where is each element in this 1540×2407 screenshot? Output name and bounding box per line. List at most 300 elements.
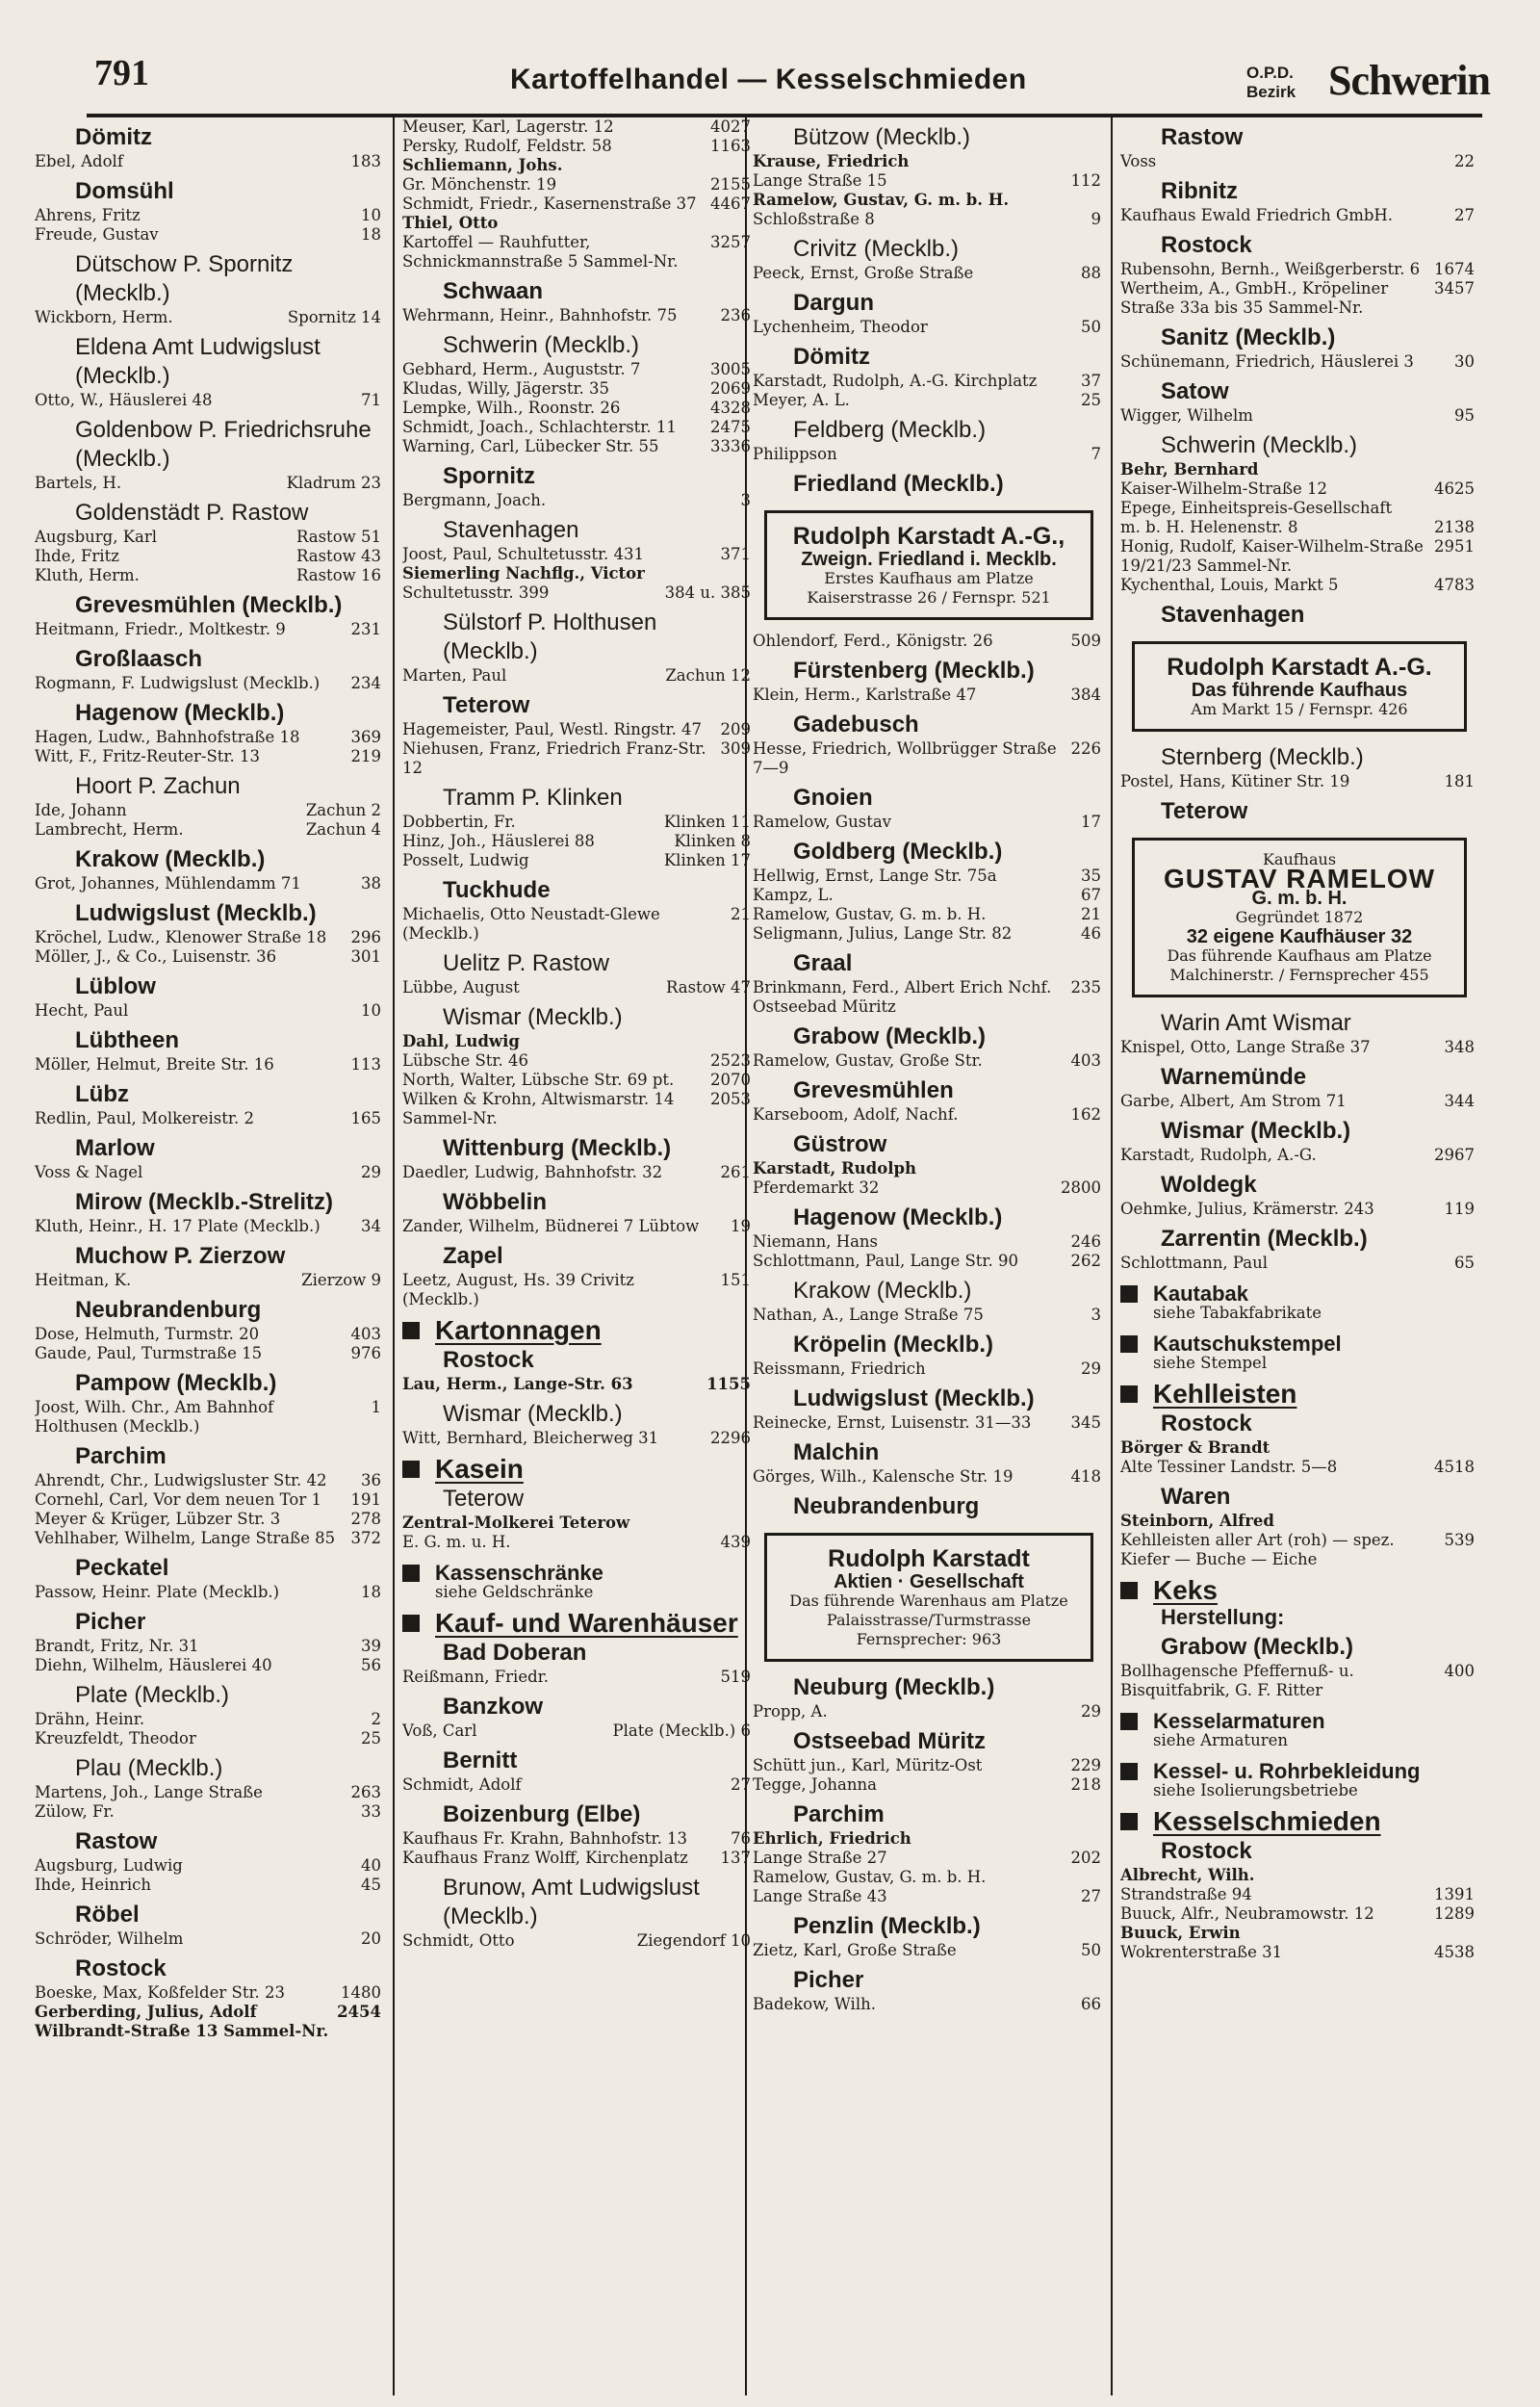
entry-number: 35 — [1081, 867, 1101, 885]
entry-number: Zierzow 9 — [301, 1271, 381, 1289]
directory-entry — [402, 1071, 751, 1090]
entry-name: Buuck, Alfr., Neubramowstr. 12 — [1120, 1904, 1374, 1923]
entry-name: Schünemann, Friedrich, Häuslerei 3 — [1120, 352, 1414, 371]
entry-number: Klinken 11 — [663, 813, 751, 831]
entry-number: 296 — [350, 928, 381, 946]
entry-number: Kladrum 23 — [286, 474, 381, 492]
entry-number: 2155 — [710, 175, 751, 194]
entry-name: Persky, Rudolf, Feldstr. 58 — [402, 137, 612, 155]
town-heading: Gnoien — [793, 785, 873, 811]
town-heading: Stavenhagen — [443, 517, 579, 543]
entry-number: 3 — [740, 491, 751, 509]
entry-name: Schliemann, Johs. — [402, 156, 563, 174]
entry-number: Rastow 47 — [665, 978, 751, 996]
entry-name: Kluth, Heinr., H. 17 Plate (Mecklb.) — [35, 1217, 321, 1235]
opd-label — [1246, 64, 1296, 102]
entry-number: 22 — [1454, 152, 1475, 170]
entry-name: Thiel, Otto — [402, 214, 499, 232]
directory-entry — [753, 1775, 1101, 1795]
directory-entry — [1120, 1038, 1475, 1057]
directory-entry — [402, 437, 751, 456]
entry-name: Schlottmann, Paul — [1120, 1254, 1268, 1272]
entry-number: 403 — [1070, 1051, 1101, 1070]
entry-number: 151 — [720, 1271, 751, 1289]
entry-name: Gerberding, Julius, Adolf Wilbrandt-Straße 13 Sammel-Nr. — [35, 2003, 329, 2040]
entry-name: Posselt, Ludwig — [402, 851, 529, 869]
directory-entry — [1120, 1662, 1475, 1700]
directory-entry — [35, 1271, 381, 1290]
town-heading: Güstrow — [793, 1131, 887, 1157]
entry-name: Niemann, Hans — [753, 1232, 879, 1251]
square-bullet-icon — [1120, 1763, 1138, 1780]
directory-entry — [753, 1995, 1101, 2014]
directory-entry — [1120, 1885, 1475, 1904]
entry-name: E. G. m. u. H. — [402, 1533, 511, 1551]
town-heading: Neubrandenburg — [75, 1297, 262, 1323]
town-heading: Muchow P. Zierzow — [75, 1243, 286, 1269]
ad-slogan: Das führende Warenhaus am Platze — [789, 1592, 1068, 1610]
directory-entry — [1120, 1943, 1475, 1962]
town-heading: Ludwigslust (Mecklb.) — [75, 900, 317, 926]
entry-number: 2967 — [1434, 1146, 1475, 1164]
entry-name: Reißmann, Friedr. — [402, 1668, 549, 1686]
directory-entry — [35, 1802, 381, 1822]
directory-entry — [753, 372, 1101, 391]
entry-name: Philippson — [753, 445, 837, 463]
entry-name: Honig, Rudolf, Kaiser-Wilhelm-Straße 19/21/23 Sammel-Nr. — [1120, 537, 1424, 575]
directory-entry — [753, 1306, 1101, 1325]
category-title: Kassenschränke — [435, 1561, 603, 1585]
town-heading: Teterow — [443, 692, 530, 718]
town-heading: Grabow (Mecklb.) — [1161, 1634, 1354, 1660]
town-heading: Goldenbow P. Friedrichsruhe (Mecklb.) — [75, 417, 372, 472]
directory-entry — [35, 928, 381, 947]
entry-number: 246 — [1070, 1232, 1101, 1251]
town-heading: Eldena Amt Ludwigslust (Mecklb.) — [75, 334, 321, 389]
entry-number: 3005 — [710, 360, 751, 378]
category-title: Kasein — [435, 1454, 524, 1484]
entry-number: 345 — [1070, 1413, 1101, 1432]
directory-entry — [1120, 576, 1475, 595]
entry-number: 29 — [361, 1163, 381, 1181]
directory-entry — [753, 1051, 1101, 1071]
category-heading — [1120, 1379, 1475, 1409]
entry-name: Lambrecht, Herm. — [35, 820, 184, 839]
entry-name: Gebhard, Herm., Auguststr. 7 — [402, 360, 641, 378]
entry-name: Steinborn, Alfred — [1120, 1512, 1274, 1530]
directory-entry — [753, 739, 1101, 778]
entry-name: Karseboom, Adolf, Nachf. — [753, 1105, 959, 1124]
directory-entry — [402, 137, 751, 156]
category-heading — [402, 1608, 751, 1638]
entry-number: 50 — [1081, 1941, 1101, 1959]
entry-name: Schultetusstr. 399 — [402, 583, 550, 602]
town-heading: Parchim — [75, 1443, 167, 1469]
entry-name: Kröchel, Ludw., Klenower Straße 18 — [35, 928, 327, 946]
see-reference: siehe Isolierungsbetriebe — [1153, 1781, 1358, 1799]
entry-name: Seligmann, Julius, Lange Str. 82 — [753, 924, 1013, 943]
entry-name: Boeske, Max, Koßfelder Str. 23 — [35, 1983, 286, 2002]
entry-name: Wehrmann, Heinr., Bahnhofstr. 75 — [402, 306, 678, 324]
directory-entry — [753, 391, 1101, 410]
directory-entry — [753, 905, 1101, 924]
directory-entry — [35, 1710, 381, 1729]
entry-number: 439 — [720, 1533, 751, 1551]
town-heading: Wismar (Mecklb.) — [1161, 1118, 1351, 1144]
town-heading: Warnemünde — [1161, 1064, 1307, 1090]
entry-number: 21 — [731, 905, 751, 923]
entry-name: Brinkmann, Ferd., Albert Erich Nchf. Ostseebad Müritz — [753, 978, 1052, 1016]
directory-entry — [1120, 406, 1475, 426]
category-title: Kartonnagen — [435, 1315, 602, 1345]
entry-number: Plate (Mecklb.) 6 — [612, 1721, 751, 1740]
town-heading: Rostock — [443, 1347, 534, 1373]
entry-number: 344 — [1444, 1092, 1475, 1110]
entry-name: Alte Tessiner Landstr. 5—8 — [1120, 1458, 1338, 1476]
entry-name: Kaufhaus Ewald Friedrich GmbH. — [1120, 206, 1394, 224]
square-bullet-icon — [1120, 1713, 1138, 1730]
entry-number: 95 — [1454, 406, 1475, 425]
entry-number: 4027 — [710, 117, 751, 136]
entry-name: m. b. H. Helenenstr. 8 — [1120, 518, 1298, 536]
entry-number: 371 — [720, 545, 751, 563]
entry-number: 19 — [731, 1217, 751, 1235]
sub-heading: Herstellung: — [1161, 1605, 1285, 1629]
entry-number: 263 — [350, 1783, 381, 1801]
entry-name: Voss — [1120, 152, 1157, 170]
entry-name: Lange Straße 15 — [753, 171, 887, 190]
entry-number: 4518 — [1434, 1458, 1475, 1476]
directory-entry — [35, 225, 381, 245]
town-heading: Schwerin (Mecklb.) — [443, 332, 640, 358]
entry-number: 33 — [361, 1802, 381, 1821]
directory-entry — [753, 171, 1101, 191]
directory-entry — [1120, 152, 1475, 171]
category-title: Kesselschmieden — [1153, 1806, 1381, 1836]
entry-number: 278 — [350, 1510, 381, 1528]
town-heading: Malchin — [793, 1439, 880, 1465]
entry-name: Ohlendorf, Ferd., Königstr. 26 — [753, 632, 993, 650]
entry-number: 369 — [350, 728, 381, 746]
entry-number: 37 — [1081, 372, 1101, 390]
directory-entry — [402, 360, 751, 379]
entry-number: 1163 — [710, 137, 751, 155]
entry-name: Kampz, L. — [753, 886, 834, 904]
square-bullet-icon — [1120, 1813, 1138, 1830]
directory-entry — [402, 399, 751, 418]
entry-number: 119 — [1444, 1200, 1475, 1218]
entry-number: 65 — [1454, 1254, 1475, 1272]
directory-entry — [402, 1514, 751, 1533]
entry-number: 418 — [1070, 1467, 1101, 1486]
town-heading: Bad Doberan — [443, 1640, 587, 1666]
entry-name: Heitmann, Friedr., Moltkestr. 9 — [35, 620, 286, 638]
entry-name: North, Walter, Lübsche Str. 69 pt. — [402, 1071, 675, 1089]
entry-name: Karstadt, Rudolph, A.-G. — [1120, 1146, 1317, 1164]
directory-entry — [753, 924, 1101, 944]
advertisement-box — [1132, 838, 1467, 997]
entry-name: Bollhagensche Pfeffernuß- u. Bisquitfabrik, G. F. Ritter — [1120, 1662, 1354, 1699]
entry-name: Börger & Brandt — [1120, 1438, 1270, 1457]
entry-name: Lychenheim, Theodor — [753, 318, 928, 336]
directory-entry — [402, 666, 751, 686]
ad-address: Palaisstrasse/Turmstrasse — [826, 1611, 1032, 1629]
entry-name: Hagemeister, Paul, Westl. Ringstr. 47 — [402, 720, 703, 738]
entry-name: Freude, Gustav — [35, 225, 159, 244]
entry-name: Drähn, Heinr. — [35, 1710, 145, 1728]
town-heading: Ostseebad Müritz — [793, 1728, 987, 1754]
ad-stores: 32 eigene Kaufhäuser 32 — [1186, 926, 1413, 947]
town-heading: Plau (Mecklb.) — [75, 1755, 223, 1781]
directory-entry — [753, 632, 1101, 651]
town-heading: Bernitt — [443, 1747, 518, 1773]
entry-number: 9 — [1091, 210, 1101, 228]
entry-number: 235 — [1070, 978, 1101, 996]
town-heading: Spornitz — [443, 463, 535, 489]
entry-name: Klein, Herm., Karlstraße 47 — [753, 686, 977, 704]
entry-number: 137 — [720, 1849, 751, 1867]
directory-entry — [35, 1529, 381, 1548]
entry-name: Karstadt, Rudolph, A.-G. Kirchplatz — [753, 372, 1038, 390]
directory-entry — [753, 1941, 1101, 1960]
town-heading: Hoort P. Zachun — [75, 773, 241, 799]
entry-name: Schröder, Wilhelm — [35, 1929, 184, 1948]
entry-name: Kehlleisten aller Art (roh) — spez. Kiefer — Buche — Eiche — [1120, 1531, 1395, 1568]
directory-entry — [753, 1359, 1101, 1379]
town-heading: Parchim — [793, 1801, 885, 1827]
category-title: Kehlleisten — [1153, 1379, 1297, 1409]
directory-entry — [35, 1983, 381, 2003]
town-heading: Schwerin (Mecklb.) — [1161, 432, 1358, 458]
entry-name: Rogmann, F. Ludwigslust (Mecklb.) — [35, 674, 321, 692]
ad-address: Malchinerstr. / Fernsprecher 455 — [1169, 966, 1429, 984]
entry-number: 309 — [720, 739, 751, 758]
column-2 — [402, 117, 751, 2399]
directory-entry — [402, 1775, 751, 1795]
entry-number: 17 — [1081, 813, 1101, 831]
town-heading: Zarrentin (Mecklb.) — [1161, 1226, 1368, 1252]
square-bullet-icon — [402, 1461, 420, 1478]
directory-entry — [35, 947, 381, 967]
town-heading: Rostock — [1161, 1411, 1252, 1436]
entry-name: Martens, Joh., Lange Straße — [35, 1783, 263, 1801]
entry-name: Hagen, Ludw., Bahnhofstraße 18 — [35, 728, 300, 746]
town-heading: Picher — [75, 1609, 146, 1635]
directory-entry — [753, 1232, 1101, 1252]
ad-subtitle: Zweign. Friedland i. Mecklb. — [801, 549, 1057, 570]
entry-number: 1674 — [1434, 260, 1475, 278]
entry-number: Klinken 8 — [674, 832, 751, 850]
entry-name: Ide, Johann — [35, 801, 127, 819]
directory-entry — [35, 528, 381, 547]
directory-entry — [1120, 1924, 1475, 1943]
entry-name: Knispel, Otto, Lange Straße 37 — [1120, 1038, 1371, 1056]
directory-entry — [1120, 479, 1475, 499]
town-heading: Penzlin (Mecklb.) — [793, 1913, 981, 1939]
entry-name: Badekow, Wilh. — [753, 1995, 876, 2013]
advertisement-box — [764, 510, 1093, 620]
entry-name: Ahrens, Fritz — [35, 206, 141, 224]
directory-entry — [1120, 1866, 1475, 1885]
entry-name: Hinz, Joh., Häuslerei 88 — [402, 832, 595, 850]
entry-number: 2951 — [1434, 537, 1475, 556]
entry-name: Voß, Carl — [402, 1721, 477, 1740]
entry-number: 18 — [361, 1583, 381, 1601]
directory-entry — [753, 867, 1101, 886]
directory-entry — [35, 1783, 381, 1802]
directory-entry — [35, 874, 381, 893]
ad-founded: Gegründet 1872 — [1235, 908, 1364, 926]
entry-name: Heitman, K. — [35, 1271, 132, 1289]
entry-name: Kychenthal, Louis, Markt 5 — [1120, 576, 1339, 594]
page-header — [87, 44, 1490, 112]
entry-number: 7 — [1091, 445, 1101, 463]
entry-name: Meyer, A. L. — [753, 391, 850, 409]
directory-entry — [402, 978, 751, 997]
entry-name: Leetz, August, Hs. 39 Crivitz (Mecklb.) — [402, 1271, 634, 1308]
entry-number: 348 — [1444, 1038, 1475, 1056]
entry-name: Meuser, Karl, Lagerstr. 12 — [402, 117, 614, 136]
entry-name: Peeck, Ernst, Große Straße — [753, 264, 974, 282]
entry-number: 1 — [371, 1398, 381, 1416]
directory-entry — [402, 851, 751, 870]
town-heading: Grevesmühlen — [793, 1077, 954, 1103]
entry-name: Diehn, Wilhelm, Häuslerei 40 — [35, 1656, 272, 1674]
entry-number: 40 — [361, 1856, 381, 1875]
town-heading: Dömitz — [793, 344, 870, 370]
see-reference: siehe Geldschränke — [435, 1583, 594, 1601]
entry-name: Karstadt, Rudolph — [753, 1159, 917, 1178]
directory-entry — [35, 1325, 381, 1344]
town-heading: Marlow — [75, 1135, 155, 1161]
entry-name: Ihde, Fritz — [35, 547, 119, 565]
entry-name: Ramelow, Gustav, G. m. b. H. — [753, 905, 987, 923]
town-heading: Woldegk — [1161, 1172, 1257, 1198]
town-heading: Rastow — [1161, 124, 1244, 150]
square-bullet-icon — [1120, 1582, 1138, 1599]
entry-number: 2454 — [337, 2003, 381, 2021]
entry-name: Ramelow, Gustav, G. m. b. H. — [753, 1868, 987, 1886]
category-title: Kautabak — [1153, 1281, 1249, 1306]
directory-entry — [35, 1637, 381, 1656]
entry-number: 539 — [1444, 1531, 1475, 1549]
entry-number: 27 — [1081, 1887, 1101, 1905]
entry-name: Wokrenterstraße 31 — [1120, 1943, 1283, 1961]
entry-name: Ahrendt, Chr., Ludwigsluster Str. 42 — [35, 1471, 327, 1489]
town-heading: Friedland (Mecklb.) — [793, 471, 1004, 497]
directory-entry — [753, 1178, 1101, 1198]
directory-entry — [402, 1090, 751, 1128]
category-heading — [1120, 1709, 1475, 1733]
entry-number: 226 — [1070, 739, 1101, 758]
entry-number: 2 — [371, 1710, 381, 1728]
directory-entry — [35, 206, 381, 225]
entry-name: Kreuzfeldt, Theodor — [35, 1729, 196, 1747]
column-divider — [1111, 114, 1113, 2395]
directory-entry — [402, 117, 751, 137]
town-heading: Hagenow (Mecklb.) — [75, 700, 285, 726]
directory-entry — [1120, 279, 1475, 318]
square-bullet-icon — [402, 1565, 420, 1582]
town-heading: Uelitz P. Rastow — [443, 950, 609, 976]
square-bullet-icon — [402, 1322, 420, 1339]
directory-entry — [402, 1931, 751, 1951]
directory-entry — [402, 1375, 751, 1394]
entry-name: Cornehl, Carl, Vor dem neuen Tor 1 — [35, 1490, 321, 1509]
square-bullet-icon — [1120, 1335, 1138, 1353]
town-heading: Sülstorf P. Holthusen (Mecklb.) — [443, 609, 657, 664]
ad-company: GUSTAV RAMELOW — [1163, 864, 1436, 893]
entry-name: Michaelis, Otto Neustadt-Glewe (Mecklb.) — [402, 905, 660, 943]
entry-name: Pferdemarkt 32 — [753, 1178, 880, 1197]
town-heading: Mirow (Mecklb.-Strelitz) — [75, 1189, 334, 1215]
town-heading: Ludwigslust (Mecklb.) — [793, 1385, 1035, 1411]
entry-number: 3257 — [710, 233, 751, 251]
directory-entry — [1120, 260, 1475, 279]
ad-company: Rudolph Karstadt A.-G., — [792, 523, 1065, 550]
entry-number: 4328 — [710, 399, 751, 417]
entry-name: Augsburg, Ludwig — [35, 1856, 183, 1875]
entry-number: 2296 — [710, 1429, 751, 1447]
directory-entry — [402, 1849, 751, 1868]
column-3 — [753, 117, 1101, 2399]
entry-name: Ramelow, Gustav, Große Str. — [753, 1051, 983, 1070]
directory-entry — [753, 264, 1101, 283]
entry-name: Epege, Einheitspreis-Gesellschaft — [1120, 499, 1393, 517]
category-heading — [402, 1454, 751, 1484]
directory-entry — [402, 1668, 751, 1687]
entry-name: Voss & Nagel — [35, 1163, 143, 1181]
entry-number: 976 — [350, 1344, 381, 1362]
directory-entry — [35, 1510, 381, 1529]
entry-name: Hellwig, Ernst, Lange Str. 75a — [753, 867, 997, 885]
town-heading: Kröpelin (Mecklb.) — [793, 1332, 994, 1358]
town-heading: Fürstenberg (Mecklb.) — [793, 658, 1035, 684]
directory-entry — [402, 418, 751, 437]
directory-entry — [35, 1583, 381, 1602]
entry-name: Lübbe, August — [402, 978, 520, 996]
entry-name: Kartoffel — Rauhfutter, Schnickmannstraße 5 Sammel-Nr. — [402, 233, 679, 271]
directory-entry — [402, 1217, 751, 1236]
advertisement-box — [1132, 641, 1467, 732]
directory-entry — [402, 1051, 751, 1071]
square-bullet-icon — [1120, 1385, 1138, 1403]
directory-entry — [402, 1429, 751, 1448]
entry-name: Schmidt, Friedr., Kasernenstraße 37 — [402, 194, 697, 213]
entry-number: 3457 — [1434, 279, 1475, 298]
directory-entry — [402, 720, 751, 739]
entry-name: Dobbertin, Fr. — [402, 813, 516, 831]
ad-phone: Fernsprecher: 963 — [856, 1630, 1002, 1648]
entry-name: Wertheim, A., GmbH., Kröpeliner Straße 33a bis 35 Sammel-Nr. — [1120, 279, 1389, 317]
directory-entry — [402, 1533, 751, 1552]
entry-number: 384 — [1070, 686, 1101, 704]
directory-entry — [753, 686, 1101, 705]
directory-entry — [753, 1868, 1101, 1887]
directory-entry — [35, 1398, 381, 1436]
entry-number: 229 — [1070, 1756, 1101, 1774]
directory-entry — [35, 547, 381, 566]
entry-number: 2800 — [1061, 1178, 1101, 1197]
entry-name: Tegge, Johanna — [753, 1775, 877, 1794]
column-divider — [393, 114, 395, 2395]
town-heading: Sanitz (Mecklb.) — [1161, 324, 1336, 350]
entry-number: 10 — [361, 1001, 381, 1020]
entry-number: 3 — [1091, 1306, 1101, 1324]
entry-number: 21 — [1081, 905, 1101, 923]
column-1 — [35, 117, 381, 2399]
ad-kaufhaus: Kaufhaus — [1262, 850, 1337, 868]
